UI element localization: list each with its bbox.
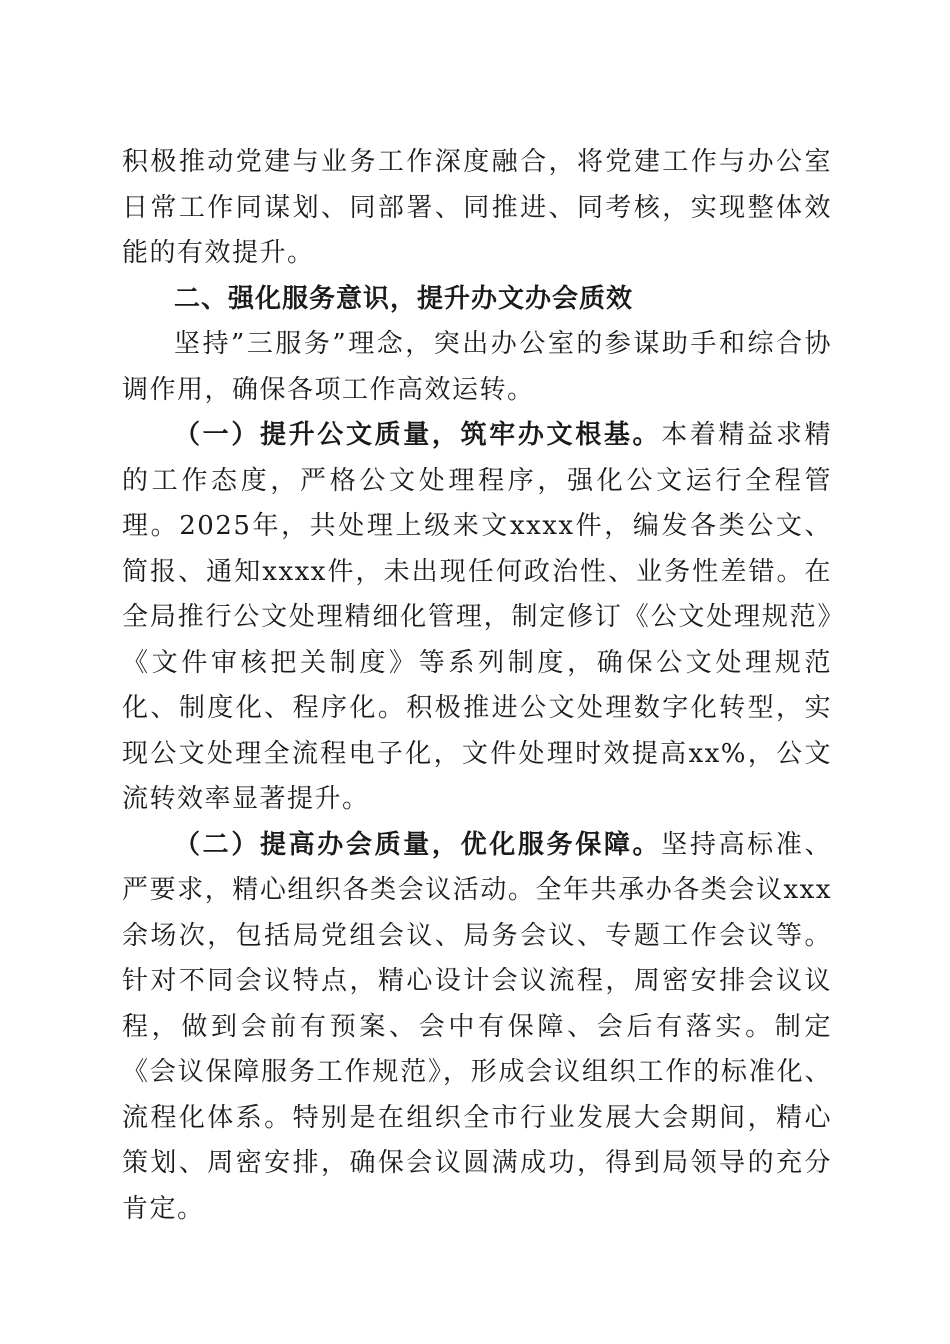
body-meeting-quality: 坚持高标准、严要求，精心组织各类会议活动。全年共承办各类会议xxx余场次，包括局党组会议、局务会议、专题工作会议等。针对不同会议特点，精心设计会议流程，周密安排会议议程，做到会前有预案、会中有保障、会后有落实。制定《会议保障服务工作规范》，形成会议组织工作的标准化、流程化体系。特别是在组织全市行业发展大会期间，精心策划、周密安排，确保会议圆满成功，得到局领导的充分肯定。 xyxy=(122,829,832,1224)
section-heading: 二、强化服务意识，提升办文办会质效 xyxy=(174,283,634,314)
subheading-document-quality: （一）提升公文质量，筑牢办文根基。 xyxy=(174,420,662,450)
body-document-quality: 本着精益求精的工作态度，严格公文处理程序，强化公文运行全程管理。2025年，共处理上级来文xxxx件，编发各类公文、简报、通知xxxx件，未出现任何政治性、业务性差错。在全局推行公文处理精细化管理，制定修订《公文处理规范》《文件审核把关制度》等系列制度，确保公文处理规范化、制度化、程序化。积极推进公文处理数字化转型，实现公文处理全流程电子化，文件处理时效提高xx%，公文流转效率显著提升。 xyxy=(122,420,832,814)
subheading-meeting-quality: （二）提高办会质量，优化服务保障。 xyxy=(174,829,662,860)
document-page xyxy=(122,140,832,1232)
paragraph-party-building: 积极推动党建与业务工作深度融合，将党建工作与办公室日常工作同谋划、同部署、同推进、同考核，实现整体效能的有效提升。 xyxy=(122,147,832,268)
paragraph-meeting-quality xyxy=(122,823,832,1233)
section-intro: 坚持”三服务”理念，突出办公室的参谋助手和综合协调作用，确保各项工作高效运转。 xyxy=(122,329,832,405)
paragraph-document-quality xyxy=(122,413,832,823)
